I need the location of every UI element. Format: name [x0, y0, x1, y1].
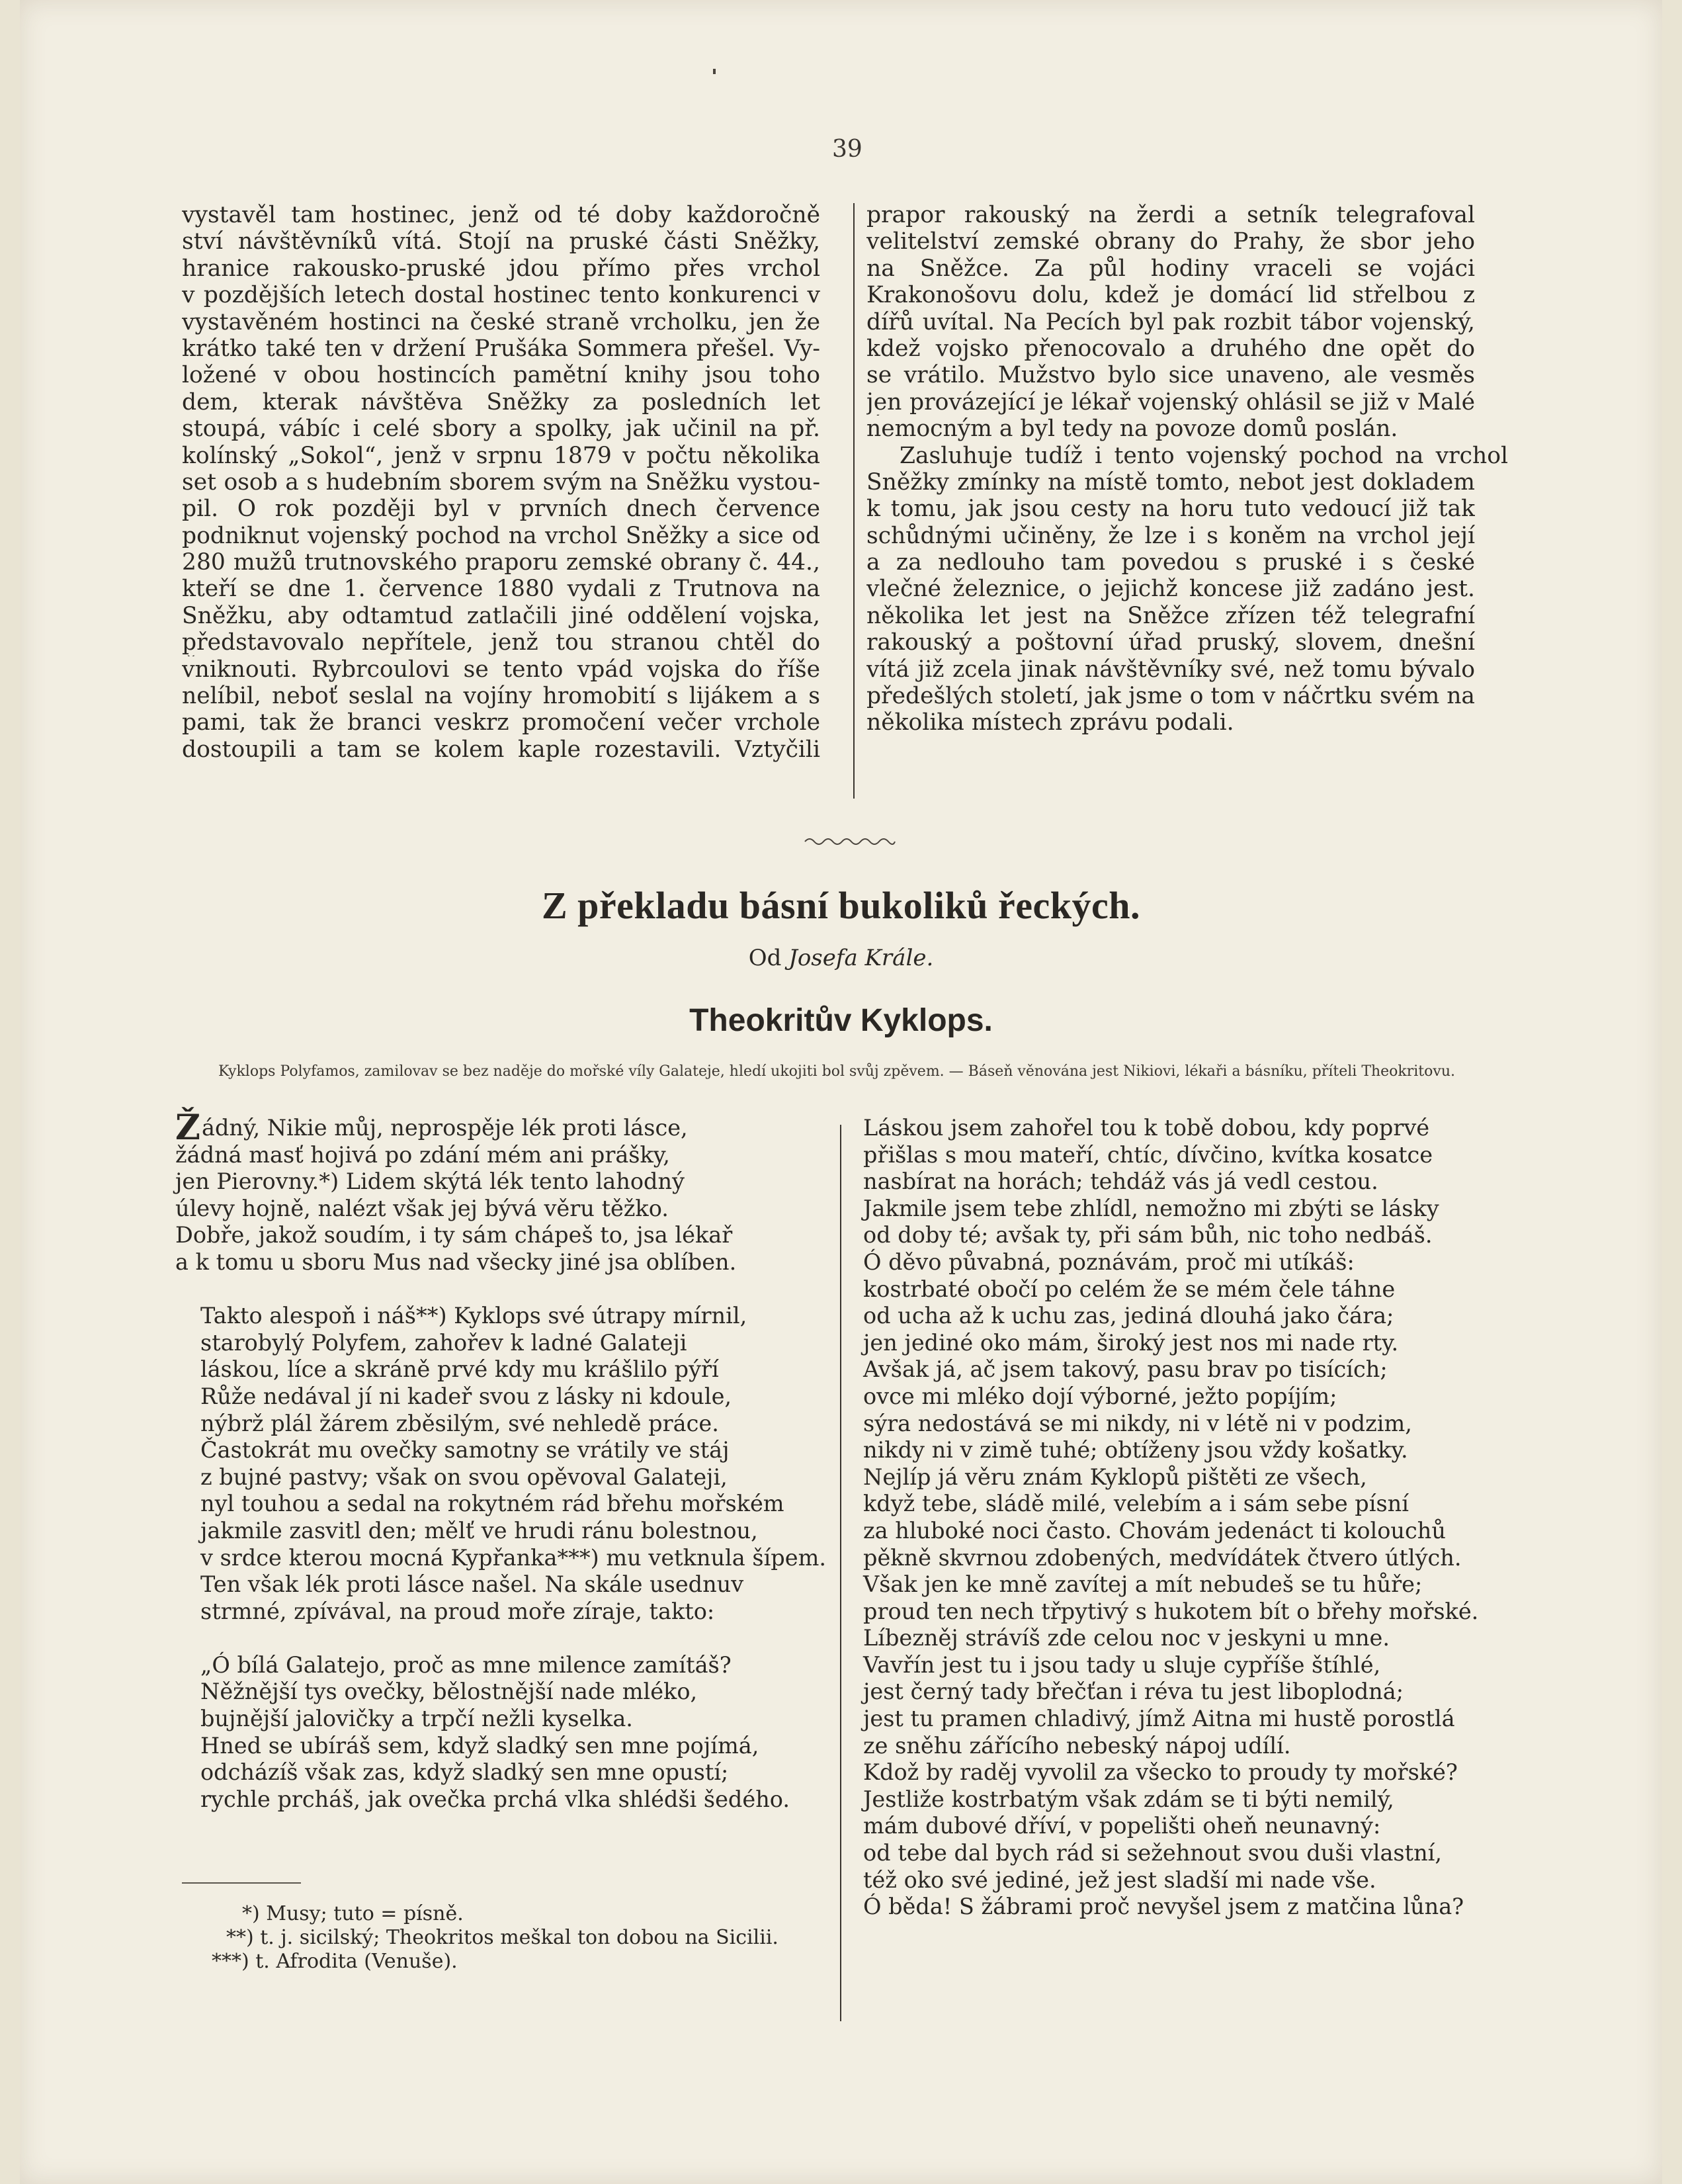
text-line: a za nedlouho tam povedou s pruské i s české — [866, 549, 1475, 576]
page-number: 39 — [832, 136, 862, 163]
poem-line: mám dubové dříví, v popelišti oheň neunavný: — [863, 1813, 1381, 1839]
poem-title: Theokritův Kyklops. — [689, 1003, 993, 1038]
text-line: Sněžku, aby odtamtud zatlačili jiné oddělení vojska, — [182, 602, 820, 629]
poem-line: od ucha až k uchu zas, jediná dlouhá jako čára; — [863, 1303, 1394, 1329]
article-title: Z překladu básní bukoliků řeckých. — [541, 884, 1140, 927]
text-line: 280 mužů trutnovského praporu zemské obrany č. 44., — [182, 549, 820, 576]
poem-line: Růže nedával jí ni kadeř svou z lásky ni kdoule, — [200, 1383, 732, 1409]
poem-line: nasbírat na horách; tehdáž vás já vedl cestou. — [863, 1168, 1378, 1195]
poem-line: Hned se ubíráš sem, když sladký sen mne pojímá, — [200, 1732, 759, 1759]
text-line: představovalo nepřítele, jenž tou stranou chtěl do — [182, 629, 820, 656]
text-line: na Sněžce. Za půl hodiny vraceli se vojáci — [866, 255, 1475, 282]
poem-line: jest tu pramen chladivý, jímž Aitna mi hustě porostlá — [863, 1706, 1455, 1732]
poem-line: Ó běda! S žábrami proč nevyšel jsem z matčina lůna? — [863, 1894, 1464, 1920]
text-line: set osob a s hudebním sborem svým na Sněžku vystou- — [182, 468, 820, 496]
text-line: kolínský „Sokol“, jenž v srpnu 1879 v počtu několika — [182, 442, 820, 469]
print-speck — [713, 69, 716, 74]
poem-line: Častokrát mu ovečky samotny se vrátily ve stáj — [200, 1437, 730, 1463]
text-line: vítá již zcela jinak návštěvníky své, než tomu bývalo — [866, 656, 1475, 683]
top-section — [162, 195, 1518, 810]
text-line: Krakonošovu dolu, kdež je domácí lid střelbou z — [866, 282, 1475, 309]
poem-line: v srdce kterou mocná Kypřanka***) mu vetknula šípem. — [200, 1544, 826, 1571]
poem-line: od doby té; avšak ty, při sám bůh, nic toho nedbáš. — [863, 1222, 1433, 1248]
poem-column-divider — [840, 1125, 841, 2021]
poem-line: bujnější jalovičky a trpčí nežli kyselka. — [200, 1706, 633, 1732]
text-line: se vrátilo. Mužstvo bylo sice unaveno, ale vesměs — [866, 362, 1475, 389]
column-divider — [853, 203, 855, 799]
poem-line: též oko své jediné, jež jest sladší mi nade vše. — [863, 1866, 1376, 1893]
text-line: Sněžky zmínky na místě tomto, nebot jest dokladem — [866, 468, 1475, 496]
ornament-divider — [804, 835, 896, 848]
text-line: dem, kterak návštěva Sněžky za posledních let — [182, 388, 820, 415]
poem-line: „Ó bílá Galatejo, proč as mne milence zamítáš? — [200, 1651, 732, 1678]
poem-line: úlevy hojně, nalézt však jej bývá věru těžko. — [175, 1195, 669, 1221]
poem-line: a k tomu u sboru Mus nad všecky jiné jsa oblíben. — [175, 1248, 737, 1275]
text-line: kdež vojsko přenocovalo a druhého dne opět do — [866, 335, 1475, 362]
byline-author: Josefa Krále. — [788, 945, 934, 971]
poem-line: jen jediné oko mám, široký jest nos mi nade rty. — [863, 1329, 1399, 1356]
stanza-gap — [175, 1625, 837, 1652]
poem-line: Líbezněj strávíš zde celou noc v jeskyni u mne. — [863, 1625, 1390, 1651]
poem-right-column — [863, 1115, 1531, 1921]
poem-line: Ó děvo půvabná, poznávám, proč mi utíkáš: — [863, 1248, 1355, 1275]
text-line: Zasluhuje tudíž i tento vojenský pochod na vrchol — [900, 442, 1508, 469]
byline-prefix: Od — [748, 945, 782, 971]
top-right-column — [866, 202, 1508, 736]
text-line: stoupá, vábíc i celé sbory a spolky, jak učinil na př. — [182, 415, 820, 443]
footnote: ***) t. Afrodita (Venuše). — [212, 1950, 458, 1973]
poem-line: od tebe dal bych rád si sežehnout svou duši vlastní, — [863, 1840, 1443, 1866]
poem-line: přišlas s mou mateří, chtíc, dívčino, kvítka kosatce — [863, 1141, 1433, 1168]
poem-line: Jakmile jsem tebe zhlídl, nemožno mi zbýti se lásky — [863, 1195, 1439, 1221]
poem-line: Ten však lék proti lásce našel. Na skále usednuv — [200, 1571, 744, 1598]
poem-line: ze sněhu zářícího nebeský nápoj udílí. — [863, 1732, 1291, 1759]
poem-line: Takto alespoň i náš**) Kyklops své útrapy mírnil, — [200, 1303, 747, 1329]
text-line: vlečné železnice, o jejichž koncese již zadáno jest. — [866, 576, 1475, 603]
poem-line: z bujné pastvy; však on svou opěvoval Galateji, — [200, 1463, 728, 1490]
poem-line: jest černý tady břečťan i réva tu jest liboplodná; — [863, 1679, 1404, 1705]
poem-line: žádná masť hojivá po zdání mém ani prášky, — [175, 1141, 670, 1168]
poem-line: Avšak já, ač jsem takový, pasu brav po tisících; — [863, 1356, 1388, 1383]
text-line: kteří se dne 1. července 1880 vydali z Trutnova na — [182, 576, 820, 603]
text-line: rakouský a poštovní úřad pruský, slovem, dnešní — [866, 629, 1475, 656]
poem-line: sýra nedostává se mi nikdy, ni v létě ni v podzim, — [863, 1410, 1412, 1436]
poem-line: když tebe, sládě milé, velebím a i sám sebe písní — [863, 1491, 1409, 1517]
poem-line: jakmile zasvitl den; mělť ve hrudi ránu bolestnou, — [200, 1517, 758, 1544]
poem-line: Láskou jsem zahořel tou k tobě dobou, kdy poprvé — [863, 1115, 1430, 1141]
text-line: dířů uvítal. Na Pecích byl pak rozbit tábor vojenský, — [866, 308, 1475, 335]
poem-first-line — [175, 1108, 837, 1148]
text-line: několika let jest na Sněžce zřízen též telegrafní — [866, 602, 1475, 629]
poem-line: proud ten nech třpytivý s hukotem bít o břehy mořské. — [863, 1598, 1479, 1624]
text-line: ství návštěvníků vítá. Stojí na pruské části Sněžky, — [182, 228, 820, 255]
poem-line: láskou, líce a skráně prvé kdy mu krášlilo pýří — [200, 1356, 719, 1383]
poem-line: rychle prcháš, jak ovečka prchá vlka shlédši šedého. — [200, 1786, 790, 1812]
text-line: dostoupili a tam se kolem kaple rozestavili. Vztyčili — [182, 736, 820, 763]
poem-stanza-2 — [175, 1303, 837, 1625]
poem-line: ovce mi mléko dojí výborné, ježto popíjím; — [863, 1383, 1337, 1409]
text-line: vniknouti. Rybrcoulovi se tento vpád vojska do říše — [182, 656, 820, 683]
text-line: k tomu, jak jsou cesty na horu tuto vedoucí již tak — [866, 496, 1475, 523]
poem-line: Dobře, jakož soudím, i ty sám chápeš to, jsa lékař — [175, 1222, 733, 1248]
poem-line: nyl touhou a sedal na rokytném rád břehu mořském — [200, 1491, 784, 1517]
poem-first-line-text: ádný, Nikie můj, neprospěje lék proti lásce, — [201, 1115, 688, 1141]
text-line: vystavěl tam hostinec, jenž od té doby každoročně — [182, 202, 820, 228]
poem-stanza-1 — [175, 1142, 837, 1276]
poem-line: Nejlíp já věru znám Kyklopů pištěti ze všech, — [863, 1463, 1367, 1490]
text-line: podniknut vojenský pochod na vrchol Sněžky a sice od — [182, 522, 820, 549]
footnote: *) Musy; tuto = písně. — [242, 1902, 464, 1925]
footnotes — [179, 1902, 778, 1974]
text-line: nelíbil, neboť seslal na vojíny hromobití s lijákem a s — [182, 683, 820, 710]
poem-summary: Kyklops Polyfamos, zamilovav se bez naděje do mořské víly Galateje, hledí ukojiti bol svůj zpěvem. — Báseň věnována jest Nikiovi, lékaři a básníku, příteli Theokritovu. — [218, 1063, 1455, 1080]
text-line: ložené v obou hostincích pamětní knihy jsou toho — [182, 362, 820, 389]
text-line: krátko také ten v držení Prušáka Sommera přešel. Vy- — [182, 335, 820, 362]
poem-line: jen Pierovny.*) Lidem skýtá lék tento lahodný — [175, 1168, 685, 1195]
poem-line: kostrbaté obočí po celém že se mém čele táhne — [863, 1276, 1396, 1302]
poem-line: pěkně skvrnou zdobených, medvídátek čtvero útlých. — [863, 1544, 1462, 1571]
top-left-column — [182, 202, 820, 763]
text-line: několika místech zprávu podali. — [866, 709, 1234, 736]
text-line: schůdnými učiněny, že lze i s koněm na vrchol její — [866, 522, 1475, 549]
poem-line: odcházíš však zas, když sladký sen mne opustí; — [200, 1759, 729, 1786]
poem-line: Něžnější tys ovečky, bělostnější nade mléko, — [200, 1679, 698, 1705]
footnote-rule — [182, 1882, 301, 1884]
poem-line: nikdy ni v zimě tuhé; obtíženy jsou vždy košatky. — [863, 1437, 1408, 1463]
text-line: pami, tak že branci veskrz promočení večer vrchole — [182, 709, 820, 736]
poem-line: Však jen ke mně zavítej a mít nebudeš se tu hůře; — [863, 1571, 1423, 1598]
poem-line: za hluboké noci často. Chovám jedenáct ti kolouchů — [863, 1517, 1446, 1544]
poem-line: Vavřín jest tu i jsou tady u sluje cypříše štíhlé, — [863, 1651, 1381, 1678]
text-line: předešlých století, jak jsme o tom v náčrtku svém na — [866, 683, 1475, 710]
poem-stanza-3 — [175, 1652, 837, 1813]
text-line: pil. O rok později byl v prvních dnech července — [182, 496, 820, 523]
text-line: v pozdějších letech dostal hostinec tento konkurenci v — [182, 282, 820, 309]
text-line: hranice rakousko-pruské jdou přímo přes vrchol — [182, 255, 820, 282]
poem-line: Jestliže kostrbatým však zdám se ti býti nemilý, — [863, 1786, 1394, 1812]
poem-line: starobylý Polyfem, zahořev k ladné Galateji — [200, 1329, 687, 1356]
poem-line: Kdož by raděj vyvolil za všecko to proudy ty mořské? — [863, 1759, 1458, 1786]
stanza-gap — [175, 1276, 837, 1303]
footnote: **) t. j. sicilský; Theokritos meškal ton dobou na Sicilii. — [226, 1926, 778, 1949]
text-line: prapor rakouský na žerdi a setník telegrafoval — [866, 202, 1475, 228]
poem-left-column — [175, 1108, 837, 1813]
text-line: nemocným a byl tedy na povoze domů poslán. — [866, 415, 1398, 443]
byline — [20, 945, 1662, 971]
poem-line: strmné, zpívával, na proud moře zíraje, takto: — [200, 1598, 715, 1624]
drop-cap: Ž — [175, 1108, 200, 1148]
text-line: jen provázející je lékař vojenský ohlásil se již v Malé — [866, 388, 1475, 415]
text-line: vystavěném hostinci na české straně vrcholku, jen že — [182, 308, 820, 335]
text-line: velitelství zemské obrany do Prahy, že sbor jeho — [866, 228, 1475, 255]
poem-line: nýbrž plál žárem zběsilým, své nehledě práce. — [200, 1410, 719, 1436]
book-page — [20, 0, 1662, 2184]
